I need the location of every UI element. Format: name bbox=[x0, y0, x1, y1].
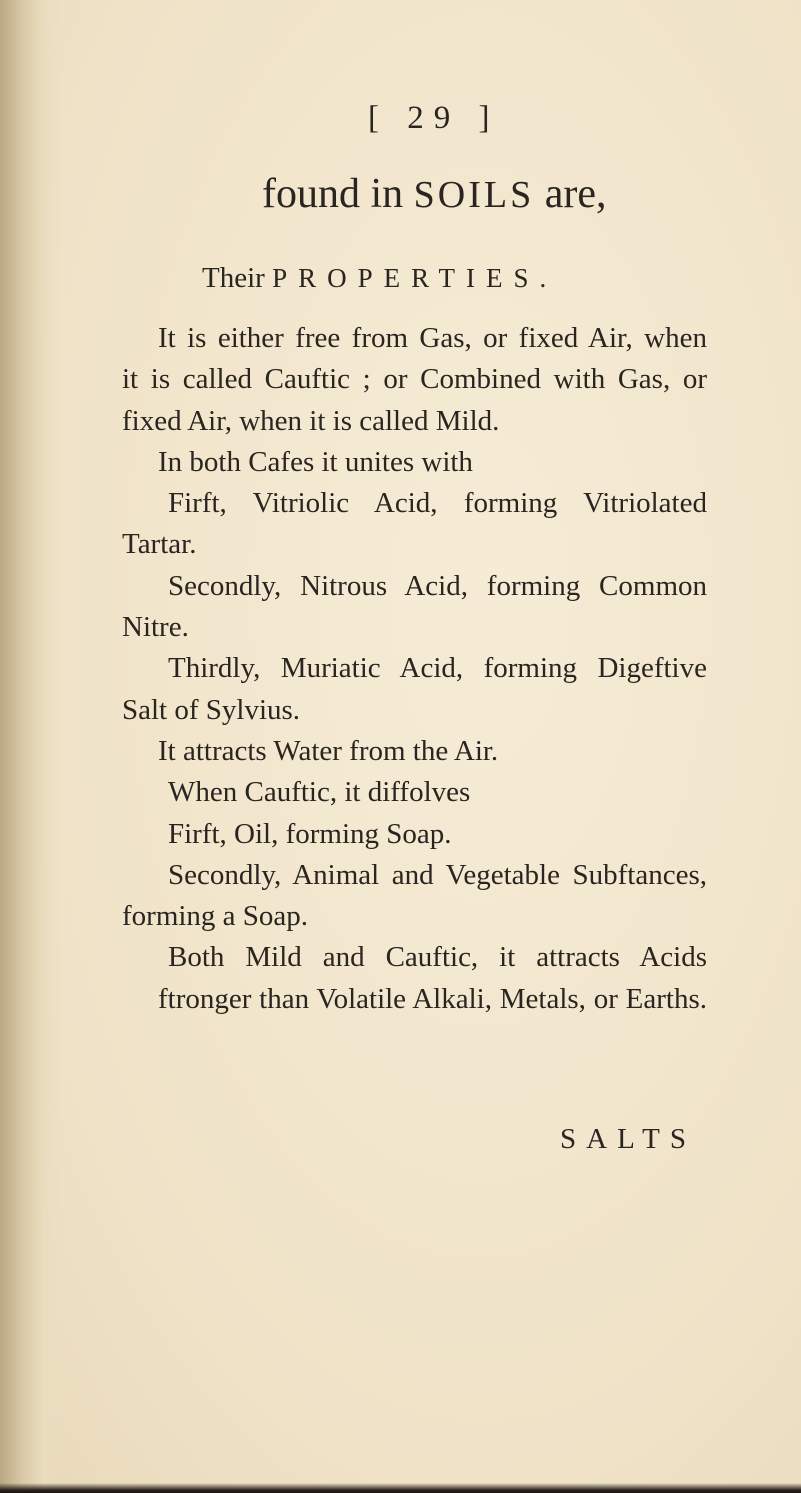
text-line: It is either free from Gas, or fixed Air, when bbox=[158, 322, 707, 354]
text-line: In both Cafes it unites with bbox=[158, 445, 473, 478]
text-line: ftronger than Volatile Alkali, Metals, or Earths. bbox=[158, 982, 707, 1015]
heading-smallcaps-word: SOILS bbox=[413, 174, 535, 216]
text-line: It attracts Water from the Air. bbox=[158, 734, 499, 767]
text-line: fixed Air, when it is called Mild. bbox=[122, 404, 500, 437]
page-gutter-shadow bbox=[0, 0, 62, 1493]
subheading-caps: PROPERTIES. bbox=[272, 263, 558, 293]
text-line: Tartar. bbox=[122, 528, 197, 561]
text-line: Secondly, Nitrous Acid, forming Common bbox=[168, 569, 707, 602]
text-line: Thirdly, Muriatic Acid, forming Digeftive bbox=[168, 652, 707, 685]
text-line: When Cauftic, it diffolves bbox=[168, 776, 471, 809]
text-line: Nitre. bbox=[122, 611, 189, 644]
catchword: SALTS bbox=[560, 1123, 696, 1155]
text-line: Both Mild and Cauftic, it attracts Acids bbox=[168, 941, 707, 974]
body-text bbox=[122, 318, 707, 1020]
text-line: forming a Soap. bbox=[122, 900, 309, 933]
section-heading bbox=[262, 170, 607, 218]
text-line: Salt of Sylvius. bbox=[122, 693, 301, 726]
subheading-prefix: Their bbox=[202, 262, 265, 294]
text-line: it is called Cauftic ; or Combined with Gas, or bbox=[122, 363, 707, 396]
page-number: [ 29 ] bbox=[368, 100, 500, 136]
section-subheading bbox=[202, 262, 557, 295]
heading-suffix: are, bbox=[544, 171, 607, 217]
page-bottom-edge bbox=[0, 1483, 801, 1493]
text-line: Secondly, Animal and Vegetable Subftances, bbox=[168, 858, 707, 891]
text-line: Firft, Oil, forming Soap. bbox=[168, 817, 452, 850]
heading-prefix: found in bbox=[262, 171, 404, 217]
text-line: Firft, Vitriolic Acid, forming Vitriolated bbox=[168, 487, 707, 520]
